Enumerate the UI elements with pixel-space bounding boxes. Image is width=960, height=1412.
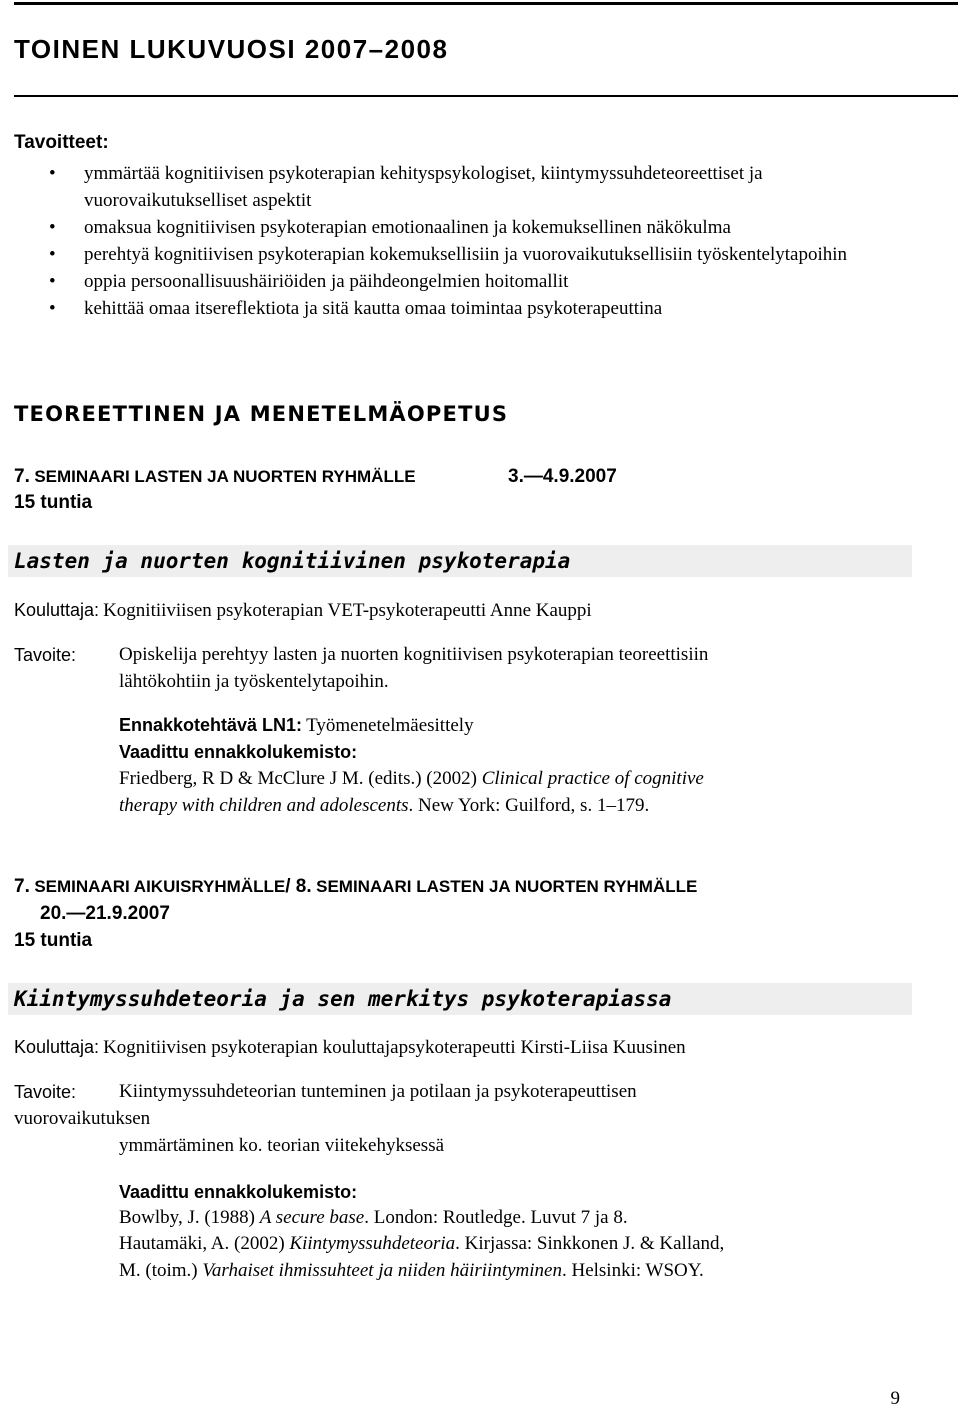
reference-text: . New York: Guilford, s. 1–179. [408, 795, 650, 816]
reference-text: . London: Routledge. Luvut 7 ja 8. [364, 1207, 628, 1228]
reference-title: A secure base [259, 1207, 365, 1228]
top-rule [14, 2, 958, 5]
seminar-number: 8. [295, 876, 312, 897]
list-item [0, 268, 914, 295]
goal-text: vuorovaikutuksen [14, 1108, 151, 1129]
reference-title: Varhaiset ihmissuhteet ja niiden häiriintyminen [202, 1260, 562, 1281]
seminar-heading [14, 876, 697, 898]
list-item [0, 241, 914, 268]
goal-text: Opiskelija perehtyy lasten ja nuorten kognitiivisen psykoterapian teoreettisiin [119, 644, 709, 665]
goal-label: Tavoite: [14, 645, 77, 665]
reference-text: Friedberg, R D & McClure J M. (edits.) (2002) [119, 768, 482, 789]
reference [119, 1207, 628, 1229]
reference-title: Kiintymyssuhdeteoria [289, 1233, 456, 1254]
trainer-line [14, 1037, 686, 1059]
goal-text: perehtyä kognitiivisen psykoterapian kokemuksellisiin ja vuorovaikutuksellisiin työskentelytapoihin [84, 244, 848, 265]
trainer-line [14, 600, 592, 622]
goals-heading: Tavoitteet: [14, 132, 109, 153]
reference-text: Hautamäki, A. (2002) [119, 1233, 290, 1254]
reading-label: Vaadittu ennakkolukemisto: [119, 742, 358, 762]
list-item [0, 214, 914, 241]
goal-label: Tavoite: [14, 1082, 77, 1102]
bullet-icon: • [49, 271, 56, 292]
seminar-number: 7. [14, 466, 30, 487]
seminar-heading [14, 466, 416, 488]
seminar-title: SEMINAARI AIKUISRYHMÄLLE [34, 877, 286, 896]
reference [119, 795, 649, 817]
assignment-label: Ennakkotehtävä LN1: [119, 715, 303, 735]
trainer-name: Kognitiivisen psykoterapian kouluttajapsykoterapeutti Kirsti-Liisa Kuusinen [103, 1037, 686, 1058]
reading-label: Vaadittu ennakkolukemisto: [119, 1182, 358, 1202]
trainer-name: Kognitiiviisen psykoterapian VET-psykoterapeutti Anne Kauppi [103, 600, 592, 621]
list-item [0, 160, 914, 214]
reference-text: . Helsinki: WSOY. [561, 1260, 704, 1281]
reference-title: Clinical practice of cognitive [481, 768, 704, 789]
goal-text: lähtökohtiin ja työskentelytapoihin. [119, 671, 389, 692]
goal-text: kehittää omaa itsereflektiota ja sitä kautta omaa toimintaa psykoterapeuttina [84, 298, 663, 319]
bullet-icon: • [49, 163, 56, 184]
assignment-line [119, 715, 474, 737]
goals-list [0, 160, 914, 322]
seminar-dates: 3.—4.9.2007 [508, 466, 617, 487]
goal-text: Kiintymyssuhdeteorian tunteminen ja potilaan ja psykoterapeuttisen [119, 1081, 637, 1102]
course-title: Lasten ja nuorten kognitiivinen psykoterapia [14, 549, 571, 573]
goal-text: omaksua kognitiivisen psykoterapian emotionaalinen ja kokemuksellinen näkökulma [84, 217, 731, 238]
page-number: 9 [890, 1388, 900, 1409]
reference [119, 1233, 724, 1255]
page-title: TOINEN LUKUVUOSI 2007–2008 [14, 34, 449, 64]
bullet-icon: • [49, 217, 56, 238]
list-item [0, 295, 914, 322]
goal-text: oppia persoonallisuushäiriöiden ja päihdeongelmien hoitomallit [84, 271, 569, 292]
bullet-icon: • [49, 298, 56, 319]
section-title: TEOREETTINEN JA MENETELMÄOPETUS [14, 402, 509, 426]
reference-text: . Kirjassa: Sinkkonen J. & Kalland, [455, 1233, 725, 1254]
reference-text: M. (toim.) [119, 1260, 203, 1281]
title-underline [14, 95, 958, 97]
course-title: Kiintymyssuhdeteoria ja sen merkitys psykoterapiassa [14, 987, 672, 1011]
reference-text: Bowlby, J. (1988) [119, 1207, 260, 1228]
reference [119, 1260, 704, 1282]
seminar-title: SEMINAARI LASTEN JA NUORTEN RYHMÄLLE [316, 877, 698, 896]
seminar-hours: 15 tuntia [14, 492, 93, 513]
trainer-label: Kouluttaja: [14, 1037, 100, 1057]
seminar-dates: 20.—21.9.2007 [40, 903, 170, 924]
goal-text: ymmärtää kognitiivisen psykoterapian kehityspsykologiset, kiintymyssuhdeteoreettiset ja vuorovaikutukselliset aspektit [84, 163, 763, 211]
seminar-number: 7. [14, 876, 30, 897]
reference-title: therapy with children and adolescents [119, 795, 409, 816]
goal-text: ymmärtäminen ko. teorian viitekehyksessä [119, 1135, 445, 1156]
seminar-hours: 15 tuntia [14, 930, 93, 951]
trainer-label: Kouluttaja: [14, 600, 100, 620]
reference [119, 768, 704, 790]
seminar-separator: / [285, 876, 296, 897]
bullet-icon: • [49, 244, 56, 265]
assignment-text: Työmenetelmäesittely [306, 715, 474, 736]
seminar-title: SEMINAARI LASTEN JA NUORTEN RYHMÄLLE [34, 467, 416, 486]
